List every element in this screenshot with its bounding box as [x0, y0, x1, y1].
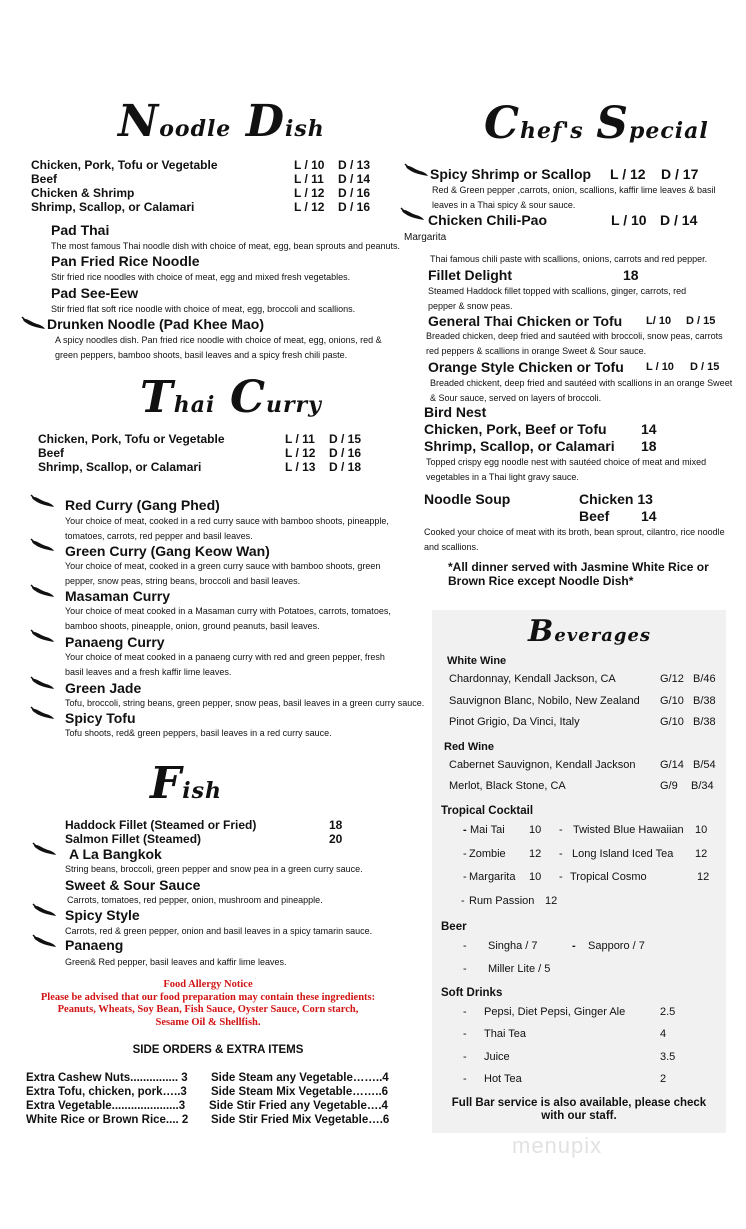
drunken-noodle-desc: A spicy noodles dish. Pan fried rice noodle with choice of meat, egg, onions, red & green peppers, bamboo shoots, basil leaves and a spicy fresh chili paste. [55, 335, 382, 360]
bev-trop-2-dash2: - [559, 871, 563, 883]
margarita-note: Margarita [404, 232, 447, 243]
sweet-sour-title: Sweet & Sour Sauce [65, 877, 201, 893]
chili-pepper-icon [30, 676, 56, 690]
chili-pepper-icon [30, 706, 56, 720]
table-row: Beef L / 11 D / 14 [31, 172, 371, 186]
table-row: Chicken, Pork, Tofu or Vegetable L / 11 D / 15 [38, 432, 362, 446]
bev-trop-1-price: 12 [529, 848, 542, 860]
spicy-shrimp-dinner: D / 17 [661, 166, 699, 182]
bev-trop-0-r-price: 10 [695, 824, 708, 836]
bev-soft-2-dash: - [463, 1051, 467, 1063]
chili-pepper-icon [400, 207, 426, 221]
bev-red-1-b: B/34 [691, 780, 714, 792]
bev-soft-0-price: 2.5 [660, 1006, 676, 1018]
bev-trop-1-dash2: - [559, 848, 563, 860]
bird-nest-price-2: 18 [641, 438, 657, 454]
bev-trop-1-r: Long Island Iced Tea [572, 848, 674, 860]
bev-red-0: Cabernet Sauvignon, Kendall Jackson [449, 759, 636, 771]
bev-trop-0-r: Twisted Blue Hawaiian [573, 824, 684, 836]
bird-nest-row-2: Shrimp, Scallop, or Calamari [424, 438, 615, 454]
side-right-1: Side Steam Mix Vegetable……..6 [211, 1086, 389, 1098]
bev-white-2: Pinot Grigio, Da Vinci, Italy [449, 716, 580, 728]
chefs-special-heading: Chef's Special [484, 98, 709, 149]
general-thai-title: General Thai Chicken or Tofu [428, 313, 623, 329]
allergy-notice: Food Allergy Notice Please be advised that our food preparation may contain these ingredients: Peanuts, Wheats, Soy Bean, Fish Sauce, Oyster Sauce, Corn starch, Sesame Oil & Shellfish. [40, 979, 376, 1028]
bev-soft-2-price: 3.5 [660, 1051, 676, 1063]
spicy-shrimp-lunch: L / 12 [610, 166, 646, 182]
green-curry-desc: Your choice of meat, cooked in a green curry sauce with bamboo shoots, green pepper, snow peas, string beans, broccoli and basil leaves. [65, 561, 381, 586]
chili-pepper-icon [32, 842, 58, 856]
bev-soft-1: Thai Tea [484, 1028, 526, 1040]
bev-white-1-g: G/10 [660, 695, 684, 707]
bird-nest-row-1: Chicken, Pork, Beef or Tofu [424, 421, 607, 437]
panaeng-curry-title: Panaeng Curry [65, 634, 165, 650]
full-bar-note: Full Bar service is also available, please check with our staff. [451, 1097, 707, 1122]
red-curry-title: Red Curry (Gang Phed) [65, 497, 220, 513]
bev-trop-1-dash: - [463, 848, 467, 860]
drunken-noodle-title: Drunken Noodle (Pad Khee Mao) [47, 316, 265, 332]
bev-rum: Rum Passion [469, 895, 535, 907]
side-right-2: Side Stir Fried any Vegetable….4 [209, 1100, 388, 1112]
bev-red-1-g: G/9 [660, 780, 678, 792]
fish-price-table [65, 818, 355, 846]
pad-see-eew-desc: Stir fried flat soft rice noodle with choice of meat, egg, broccoli and scallions. [51, 304, 356, 314]
table-row: Shrimp, Scallop, or Calamari L / 12 D / 16 [31, 200, 371, 214]
table-row: Salmon Fillet (Steamed) 20 [65, 832, 343, 846]
bev-trop-1-r-price: 12 [695, 848, 708, 860]
thai-curry-heading: Thai Curry [140, 372, 322, 423]
bev-beer-dash: - [463, 940, 467, 952]
fillet-delight-title: Fillet Delight [428, 267, 512, 283]
spicy-tofu-title: Spicy Tofu [65, 710, 136, 726]
side-left-1: Extra Tofu, chicken, pork…..3 [26, 1086, 187, 1098]
bird-nest-desc: Topped crispy egg noodle nest with sautéed choice of meat and mixed vegetables in a Thai light gravy sauce. [426, 457, 707, 482]
orange-style-desc: Breaded chickent, deep fried and sautéed with scallions in an orange Sweet & Sour sauce, served on layers of broccoli. [430, 378, 733, 403]
menupix-watermark: menupix [512, 1133, 603, 1158]
beverages-heading: Beverages [528, 614, 652, 649]
noodle-soup-chicken: Chicken 13 [579, 491, 653, 507]
bev-trop-2-r-price: 12 [697, 871, 710, 883]
general-thai-desc: Breaded chicken, deep fried and sautéed with broccoli, snow peas, carrots red peppers & scallions in orange Sweet & Sour sauce. [426, 331, 723, 356]
bev-rum-dash: - [461, 895, 465, 907]
masaman-curry-desc: Your choice of meat cooked in a Masaman curry with Potatoes, carrots, tomatoes, bamboo shoots, pineapple, onion, ground peanuts, basil leaves. [65, 606, 391, 631]
bev-beer-miller: Miller Lite / 5 [488, 963, 551, 975]
spicy-style-title: Spicy Style [65, 907, 140, 923]
soft-drinks-title: Soft Drinks [441, 987, 503, 999]
bev-trop-0-dash: - [463, 824, 467, 836]
fillet-delight-price: 18 [623, 267, 639, 283]
noodle-dish-heading: Noodle Dish [118, 96, 325, 147]
chili-pepper-icon [30, 538, 56, 552]
bev-trop-2-price: 10 [529, 871, 542, 883]
side-left-3: White Rice or Brown Rice.... 2 [26, 1114, 189, 1126]
tropical-cocktail-title: Tropical Cocktail [441, 805, 534, 817]
white-wine-title: White Wine [447, 655, 507, 667]
bev-white-1: Sauvignon Blanc, Nobilo, New Zealand [449, 695, 640, 707]
bev-rum-price: 12 [545, 895, 558, 907]
noodle-soup-title: Noodle Soup [424, 491, 511, 507]
bev-white-2-g: G/10 [660, 716, 684, 728]
spicy-tofu-desc: Tofu shoots, red& green peppers, basil leaves in a red curry sauce. [65, 728, 332, 738]
bird-nest-price-1: 14 [641, 421, 657, 437]
panaeng-fish-title: Panaeng [65, 937, 124, 953]
spicy-shrimp-desc: Red & Green pepper ,carrots, onion, scallions, kaffir lime leaves & basil leaves in a Thai spicy & sour sauce. [432, 185, 716, 210]
chili-pepper-icon [404, 163, 430, 177]
bev-white-1-b: B/38 [693, 695, 716, 707]
chicken-chili-pao-desc: Thai famous chili paste with scallions, onions, carrots and red pepper. [430, 254, 708, 264]
bird-nest-title: Bird Nest [424, 404, 487, 420]
bev-soft-1-price: 4 [660, 1028, 667, 1040]
bev-white-0-b: B/46 [693, 673, 716, 685]
bev-soft-2: Juice [484, 1051, 510, 1063]
general-thai-dinner: D / 15 [686, 315, 716, 327]
bev-soft-3: Hot Tea [484, 1073, 522, 1085]
pad-see-eew-title: Pad See-Eew [51, 285, 139, 301]
bev-white-0: Chardonnay, Kendall Jackson, CA [449, 673, 616, 685]
chicken-chili-pao-title: Chicken Chili-Pao [428, 212, 548, 228]
bev-trop-0-dash2: - [559, 824, 563, 836]
chili-pepper-icon [30, 584, 56, 598]
general-thai-lunch: L/ 10 [646, 315, 672, 327]
bev-soft-3-price: 2 [660, 1073, 667, 1085]
pad-thai-title: Pad Thai [51, 222, 110, 238]
masaman-curry-title: Masaman Curry [65, 588, 171, 604]
spicy-shrimp-title: Spicy Shrimp or Scallop [430, 166, 592, 182]
table-row: Chicken & Shrimp L / 12 D / 16 [31, 186, 371, 200]
chicken-chili-pao-dinner: D / 14 [660, 212, 698, 228]
green-jade-desc: Tofu, broccoli, string beans, green pepper, snow peas, basil leaves in a green curry sauce. [65, 698, 425, 708]
orange-style-dinner: D / 15 [690, 361, 720, 373]
chili-pepper-icon [21, 316, 47, 330]
side-right-3: Side Stir Fried Mix Vegetable….6 [211, 1114, 390, 1126]
bev-trop-2-dash: - [463, 871, 467, 883]
chicken-chili-pao-lunch: L / 10 [611, 212, 647, 228]
curry-price-table [38, 432, 368, 474]
table-row: Haddock Fillet (Steamed or Fried) 18 [65, 818, 343, 832]
bev-trop-1: Zombie [469, 848, 506, 860]
beer-title: Beer [441, 921, 467, 933]
a-la-bangkok-title: A La Bangkok [69, 846, 162, 862]
panaeng-curry-desc: Your choice of meat cooked in a panaeng curry with red and green pepper, fresh basil leaves and a fresh kaffir lime leaves. [65, 652, 385, 677]
side-right-0: Side Steam any Vegetable……..4 [211, 1072, 389, 1084]
bev-red-0-b: B/54 [693, 759, 716, 771]
chili-pepper-icon [30, 494, 56, 508]
bev-beer-singha: Singha / 7 [488, 940, 538, 952]
chili-pepper-icon [32, 903, 58, 917]
bev-beer2-dash: - [463, 963, 467, 975]
orange-style-lunch: L / 10 [646, 361, 674, 373]
bev-soft-3-dash: - [463, 1073, 467, 1085]
side-left-0: Extra Cashew Nuts............... 3 [26, 1072, 188, 1084]
bev-soft-1-dash: - [463, 1028, 467, 1040]
pan-fried-desc: Stir fried rice noodles with choice of meat, egg and mixed fresh vegetables. [51, 272, 351, 282]
bev-soft-0-dash: - [463, 1006, 467, 1018]
panaeng-fish-desc: Green& Red pepper, basil leaves and kaffir lime leaves. [65, 957, 287, 967]
noodle-soup-desc: Cooked your choice of meat with its broth, bean sprout, cilantro, rice noodle and scallions. [424, 527, 725, 552]
table-row: Beef L / 12 D / 16 [38, 446, 362, 460]
bev-trop-2: Margarita [469, 871, 516, 883]
rice-note: *All dinner served with Jasmine White Rice or Brown Rice except Noodle Dish* [448, 560, 709, 588]
fillet-delight-desc: Steamed Haddock fillet topped with scallions, ginger, carrots, red pepper & snow peas. [428, 286, 687, 311]
bev-trop-2-r: Tropical Cosmo [570, 871, 647, 883]
spicy-style-desc: Carrots, red & green pepper, onion and basil leaves in a spicy tamarin sauce. [65, 926, 373, 936]
bev-red-1: Merlot, Black Stone, CA [449, 780, 566, 792]
noodle-soup-beef-price: 14 [641, 508, 657, 524]
bev-red-0-g: G/14 [660, 759, 684, 771]
bev-trop-0-price: 10 [529, 824, 542, 836]
orange-style-title: Orange Style Chicken or Tofu [428, 359, 624, 375]
fish-heading: Fish [150, 758, 222, 809]
bev-beer-dash2: - [572, 940, 576, 952]
green-curry-title: Green Curry (Gang Keow Wan) [65, 543, 270, 559]
bev-soft-0: Pepsi, Diet Pepsi, Ginger Ale [484, 1006, 626, 1018]
side-left-2: Extra Vegetable.....................3 [26, 1100, 186, 1112]
noodle-price-table [31, 158, 376, 214]
chili-pepper-icon [30, 629, 56, 643]
bev-white-2-b: B/38 [693, 716, 716, 728]
sweet-sour-desc: Carrots, tomatoes, red pepper, onion, mushroom and pineapple. [67, 895, 323, 905]
pan-fried-title: Pan Fried Rice Noodle [51, 253, 200, 269]
green-jade-title: Green Jade [65, 680, 142, 696]
a-la-bangkok-desc: String beans, broccoli, green pepper and snow pea in a green curry sauce. [65, 864, 363, 874]
noodle-soup-beef: Beef [579, 508, 610, 524]
table-row: Chicken, Pork, Tofu or Vegetable L / 10 D / 13 [31, 158, 371, 172]
red-curry-desc: Your choice of meat, cooked in a red curry sauce with bamboo shoots, pineapple, tomatoes, carrots, red pepper and basil leaves. [65, 516, 389, 541]
table-row: Shrimp, Scallop, or Calamari L / 13 D / 18 [38, 460, 362, 474]
bev-beer-sapporo: Sapporo / 7 [588, 940, 645, 952]
red-wine-title: Red Wine [444, 741, 495, 753]
bev-trop-0: Mai Tai [470, 824, 505, 836]
pad-thai-desc: The most famous Thai noodle dish with choice of meat, egg, bean sprouts and peanuts. [51, 241, 401, 251]
bev-white-0-g: G/12 [660, 673, 684, 685]
side-orders-title: SIDE ORDERS & EXTRA ITEMS [132, 1044, 304, 1056]
chili-pepper-icon [32, 934, 58, 948]
